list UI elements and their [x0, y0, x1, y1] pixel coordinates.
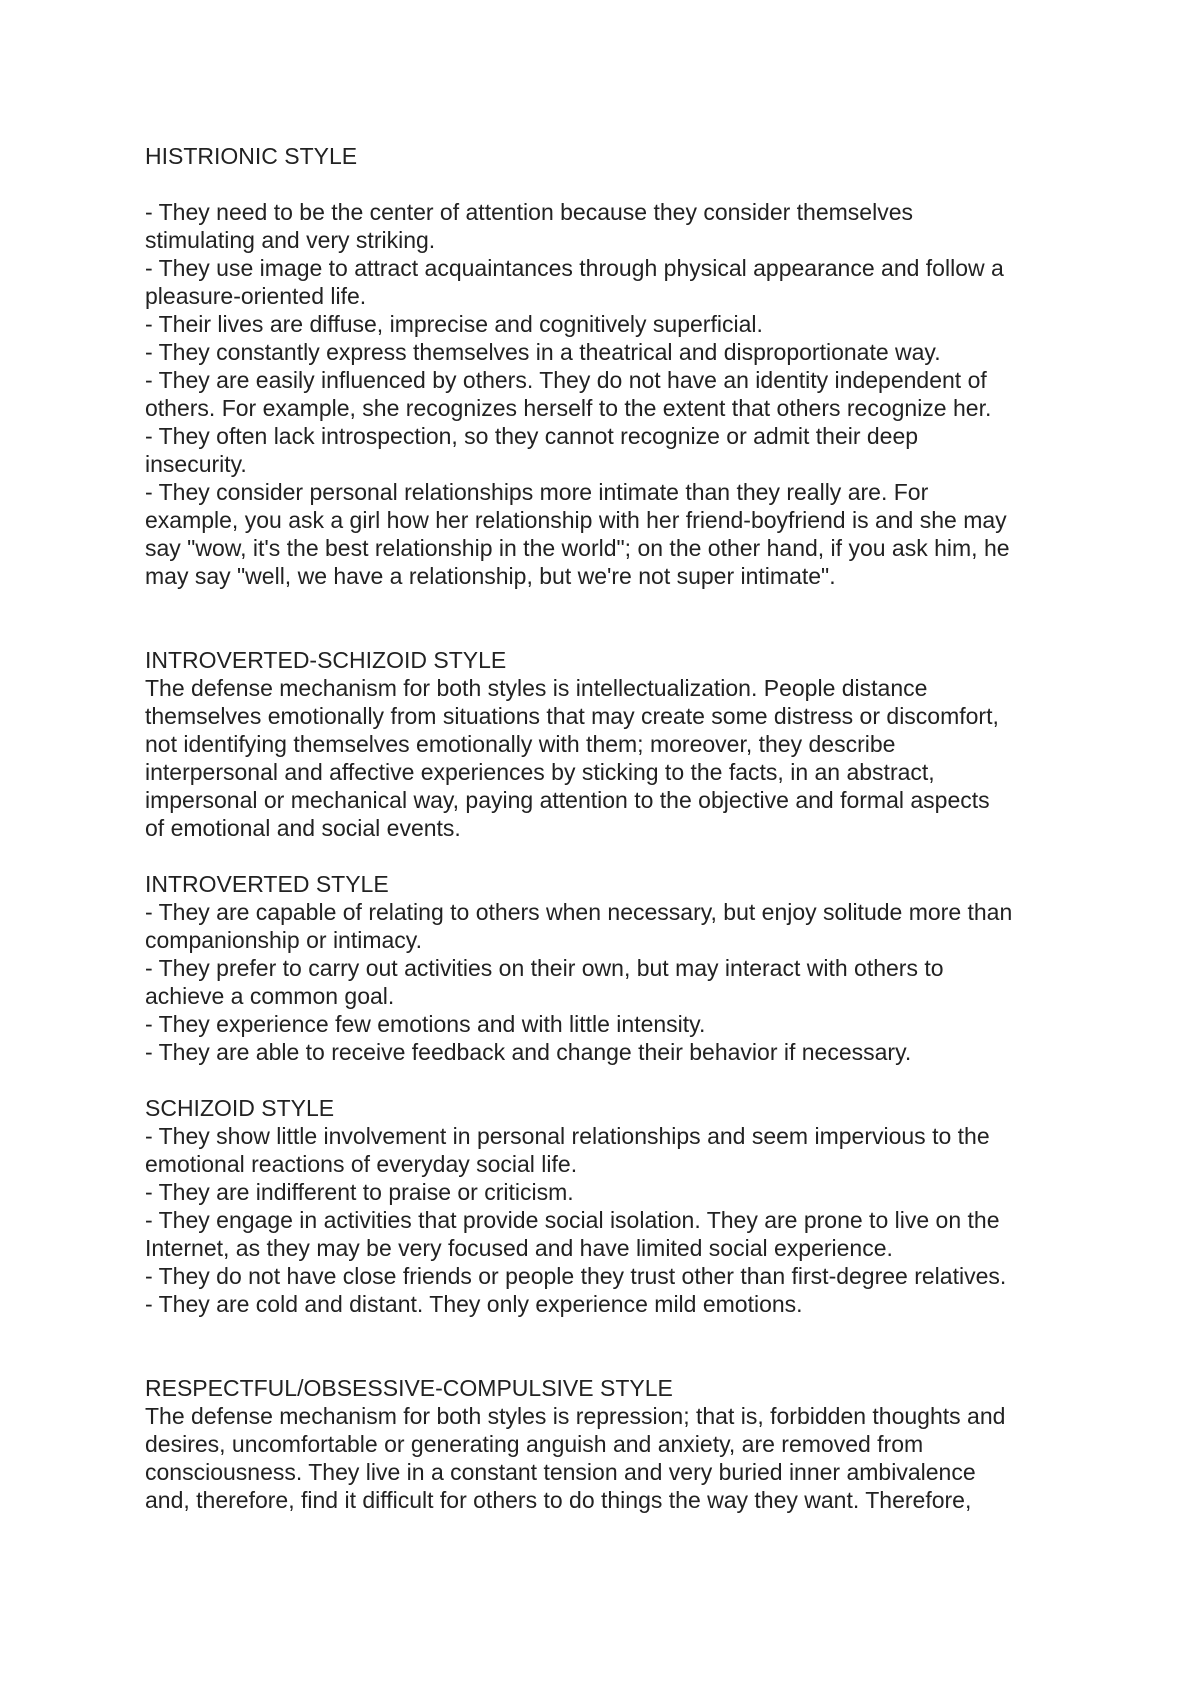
text-line: - They use image to attract acquaintances through physical appearance and follow a: [145, 255, 1004, 281]
section-introverted: [145, 870, 1080, 1066]
text-line: The defense mechanism for both styles is intellectualization. People distance: [145, 675, 928, 701]
text-line: - They are capable of relating to others when necessary, but enjoy solitude more than: [145, 899, 1013, 925]
section-histrionic: [145, 142, 1080, 590]
text-line: companionship or intimacy.: [145, 927, 422, 953]
text-line: achieve a common goal.: [145, 983, 395, 1009]
section-heading: INTROVERTED STYLE: [145, 871, 389, 897]
text-line: The defense mechanism for both styles is repression; that is, forbidden thoughts and: [145, 1403, 1006, 1429]
text-line: consciousness. They live in a constant tension and very buried inner ambivalence: [145, 1459, 976, 1485]
section-introverted-schizoid: [145, 646, 1080, 842]
text-line: say "wow, it's the best relationship in the world"; on the other hand, if you ask him, he: [145, 535, 1010, 561]
spacer: [145, 842, 1080, 870]
text-line: others. For example, she recognizes herself to the extent that others recognize her.: [145, 395, 992, 421]
text-line: and, therefore, find it difficult for others to do things the way they want. Therefore,: [145, 1487, 972, 1513]
text-line: - They engage in activities that provide social isolation. They are prone to live on the: [145, 1207, 1000, 1233]
section-respectful-obsessive-compulsive: [145, 1374, 1080, 1514]
text-line: - Their lives are diffuse, imprecise and cognitively superficial.: [145, 311, 763, 337]
text-line: - They show little involvement in personal relationships and seem impervious to the: [145, 1123, 990, 1149]
spacer: [145, 1066, 1080, 1094]
text-line: may say "well, we have a relationship, but we're not super intimate".: [145, 563, 836, 589]
spacer: [145, 1318, 1080, 1374]
section-heading: RESPECTFUL/OBSESSIVE-COMPULSIVE STYLE: [145, 1375, 673, 1401]
text-line: - They need to be the center of attention because they consider themselves: [145, 199, 913, 225]
text-line: pleasure-oriented life.: [145, 283, 367, 309]
section-heading: HISTRIONIC STYLE: [145, 143, 358, 169]
text-line: - They consider personal relationships more intimate than they really are. For: [145, 479, 929, 505]
spacer: [145, 170, 1080, 198]
section-heading: INTROVERTED-SCHIZOID STYLE: [145, 647, 507, 673]
section-schizoid: [145, 1094, 1080, 1318]
text-line: - They are easily influenced by others. They do not have an identity independent of: [145, 367, 987, 393]
spacer: [145, 590, 1080, 646]
text-line: - They prefer to carry out activities on their own, but may interact with others to: [145, 955, 944, 981]
text-line: of emotional and social events.: [145, 815, 461, 841]
text-line: insecurity.: [145, 451, 247, 477]
section-heading: SCHIZOID STYLE: [145, 1095, 335, 1121]
text-line: desires, uncomfortable or generating anguish and anxiety, are removed from: [145, 1431, 924, 1457]
text-line: not identifying themselves emotionally with them; moreover, they describe: [145, 731, 896, 757]
text-line: Internet, as they may be very focused and have limited social experience.: [145, 1235, 893, 1261]
text-line: - They are able to receive feedback and change their behavior if necessary.: [145, 1039, 912, 1065]
text-line: impersonal or mechanical way, paying attention to the objective and formal aspects: [145, 787, 990, 813]
text-line: themselves emotionally from situations that may create some distress or discomfort,: [145, 703, 999, 729]
text-line: - They are indifferent to praise or criticism.: [145, 1179, 574, 1205]
text-line: - They constantly express themselves in a theatrical and disproportionate way.: [145, 339, 941, 365]
text-line: emotional reactions of everyday social life.: [145, 1151, 578, 1177]
text-line: example, you ask a girl how her relationship with her friend-boyfriend is and she may: [145, 507, 1007, 533]
text-line: - They are cold and distant. They only experience mild emotions.: [145, 1291, 803, 1317]
text-line: - They often lack introspection, so they cannot recognize or admit their deep: [145, 423, 919, 449]
text-line: - They do not have close friends or people they trust other than first-degree relatives.: [145, 1263, 1007, 1289]
text-line: stimulating and very striking.: [145, 227, 436, 253]
text-line: - They experience few emotions and with little intensity.: [145, 1011, 706, 1037]
document-page: [145, 142, 1080, 1514]
text-line: interpersonal and affective experiences by sticking to the facts, in an abstract,: [145, 759, 935, 785]
